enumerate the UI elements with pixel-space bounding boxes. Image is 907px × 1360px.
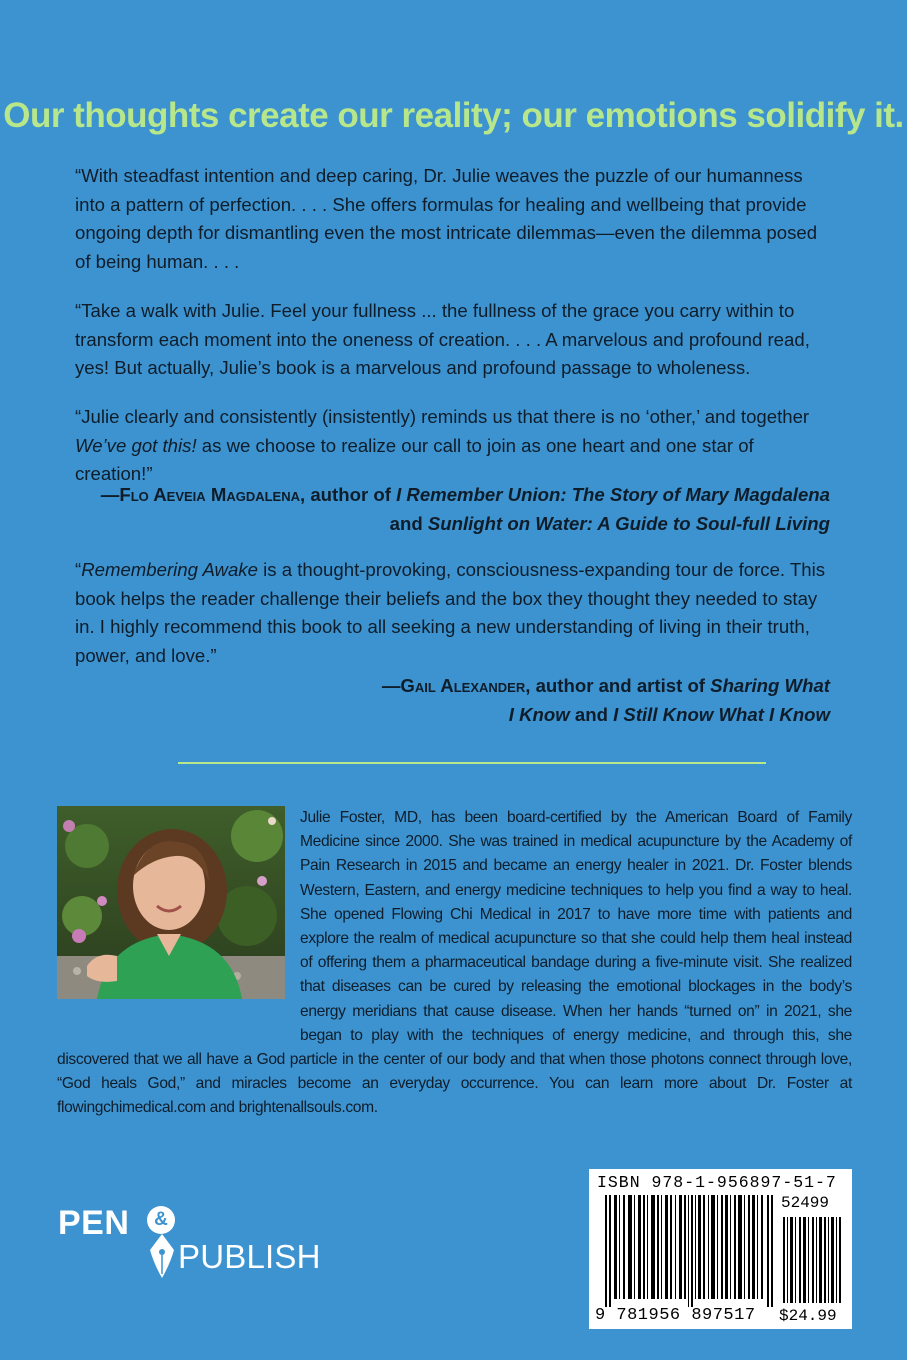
- logo-publish-text: PUBLISH: [178, 1238, 321, 1275]
- price: $24.99: [779, 1307, 837, 1325]
- author-bio-text: Julie Foster, MD, has been board-certified by the American Board of Family Medicine since 2000. She was trained in medical acupuncture by the Academy of Pain Research in 2015 and became an energy healer in 2021. Dr. Foster blends Western, Eastern, and energy medicine techniques to help you find a way to heal. She opened Flowing Chi Medical in 2017 to have more time with patients and explore the realm of medical acupuncture so that she could help them heal instead of offering them a pharmaceutical bandage during a five-minute visit. She realized that diseases can be cured by releasing the emotional blockages in the body’s energy meridians that cause disease. When her hands “turned on” in 2021, she began to play with the techniques of energy medicine, and through this, she discovered that we all have a God particle in the center of our body and that when those photons connect through love, “God heals God,” and miracles become an everyday occurrence. You can learn more about Dr. Foster at flowingchimedical.com and brightenallsouls.com.: [57, 809, 852, 1117]
- pen-nib-icon: [148, 1234, 176, 1278]
- author-photo: [57, 806, 285, 999]
- attr2-name: Gail Alexander: [400, 675, 526, 696]
- attr2-book1b: I Know: [508, 703, 570, 725]
- quote1-p3-italic: We’ve got this!: [75, 434, 197, 456]
- attr1-and: and: [389, 512, 428, 534]
- headline: Our thoughts create our reality; our emotions solidify it.: [3, 96, 904, 135]
- attr2-and: and: [569, 703, 614, 725]
- barcode-bars: [597, 1195, 847, 1307]
- attr1-book2: Sunlight on Water: A Guide to Soul-full Living: [427, 512, 830, 534]
- barcode-addon-digits: 52499: [781, 1194, 830, 1212]
- attr1-dash: —: [100, 484, 120, 505]
- quote1-paragraph3: [75, 403, 833, 489]
- quote1-attribution: [70, 481, 830, 538]
- attr2-book1a: Sharing What: [710, 675, 830, 696]
- quote2-title: Remembering Awake: [81, 559, 258, 580]
- quote2-open: “: [75, 559, 82, 580]
- quote1-p3-start: “Julie clearly and consistently (insistently) reminds us that there is no ‘other,’ and together: [75, 406, 810, 427]
- attr2-dash: —: [381, 675, 401, 696]
- quote2-paragraph: [75, 556, 833, 670]
- logo-pen-text: PEN: [58, 1204, 130, 1242]
- logo-ampersand: &: [147, 1206, 175, 1234]
- quote1-paragraph1: “With steadfast intention and deep caring, Dr. Julie weaves the puzzle of our humanness into a pattern of perfection. . . . She offers formulas for healing and wellbeing that provide ongoing depth for dismantling even the most intricate dilemmas—even the dilemma posed of being human. . . .: [75, 165, 818, 272]
- attr2-role: , author and artist of: [525, 675, 711, 696]
- attr1-role: , author of: [300, 484, 397, 505]
- isbn-barcode: [589, 1169, 852, 1329]
- quote1-paragraph2: “Take a walk with Julie. Feel your fullness ... the fullness of the grace you carry within to transform each moment into the oneness of creation. . . . A marvelous and profound read, yes! But actually, Julie’s book is a marvelous and profound passage to wholeness.: [75, 300, 810, 378]
- section-divider: [178, 762, 766, 764]
- attr1-name: Flo Aeveia Magdalena: [119, 484, 300, 505]
- attr2-book2: I Still Know What I Know: [613, 703, 830, 725]
- quote2-attribution: [70, 672, 830, 729]
- attr1-book1: I Remember Union: The Story of Mary Magdalena: [396, 484, 830, 505]
- ean-digits: 9 781956 897517: [595, 1306, 756, 1325]
- isbn-number: ISBN 978-1-956897-51-7: [597, 1173, 837, 1192]
- quote2-text: is a thought-provoking, consciousness-expanding tour de force. This book helps the reader challenge their beliefs and the box they thought they needed to stay in. I highly recommend this book to all seeking a new understanding of living in their truth, power, and love.”: [75, 559, 826, 666]
- quote1-p3-end: as we choose to realize our call to join as one heart and one star of creation!”: [75, 434, 754, 484]
- publisher-logo: [58, 1204, 328, 1284]
